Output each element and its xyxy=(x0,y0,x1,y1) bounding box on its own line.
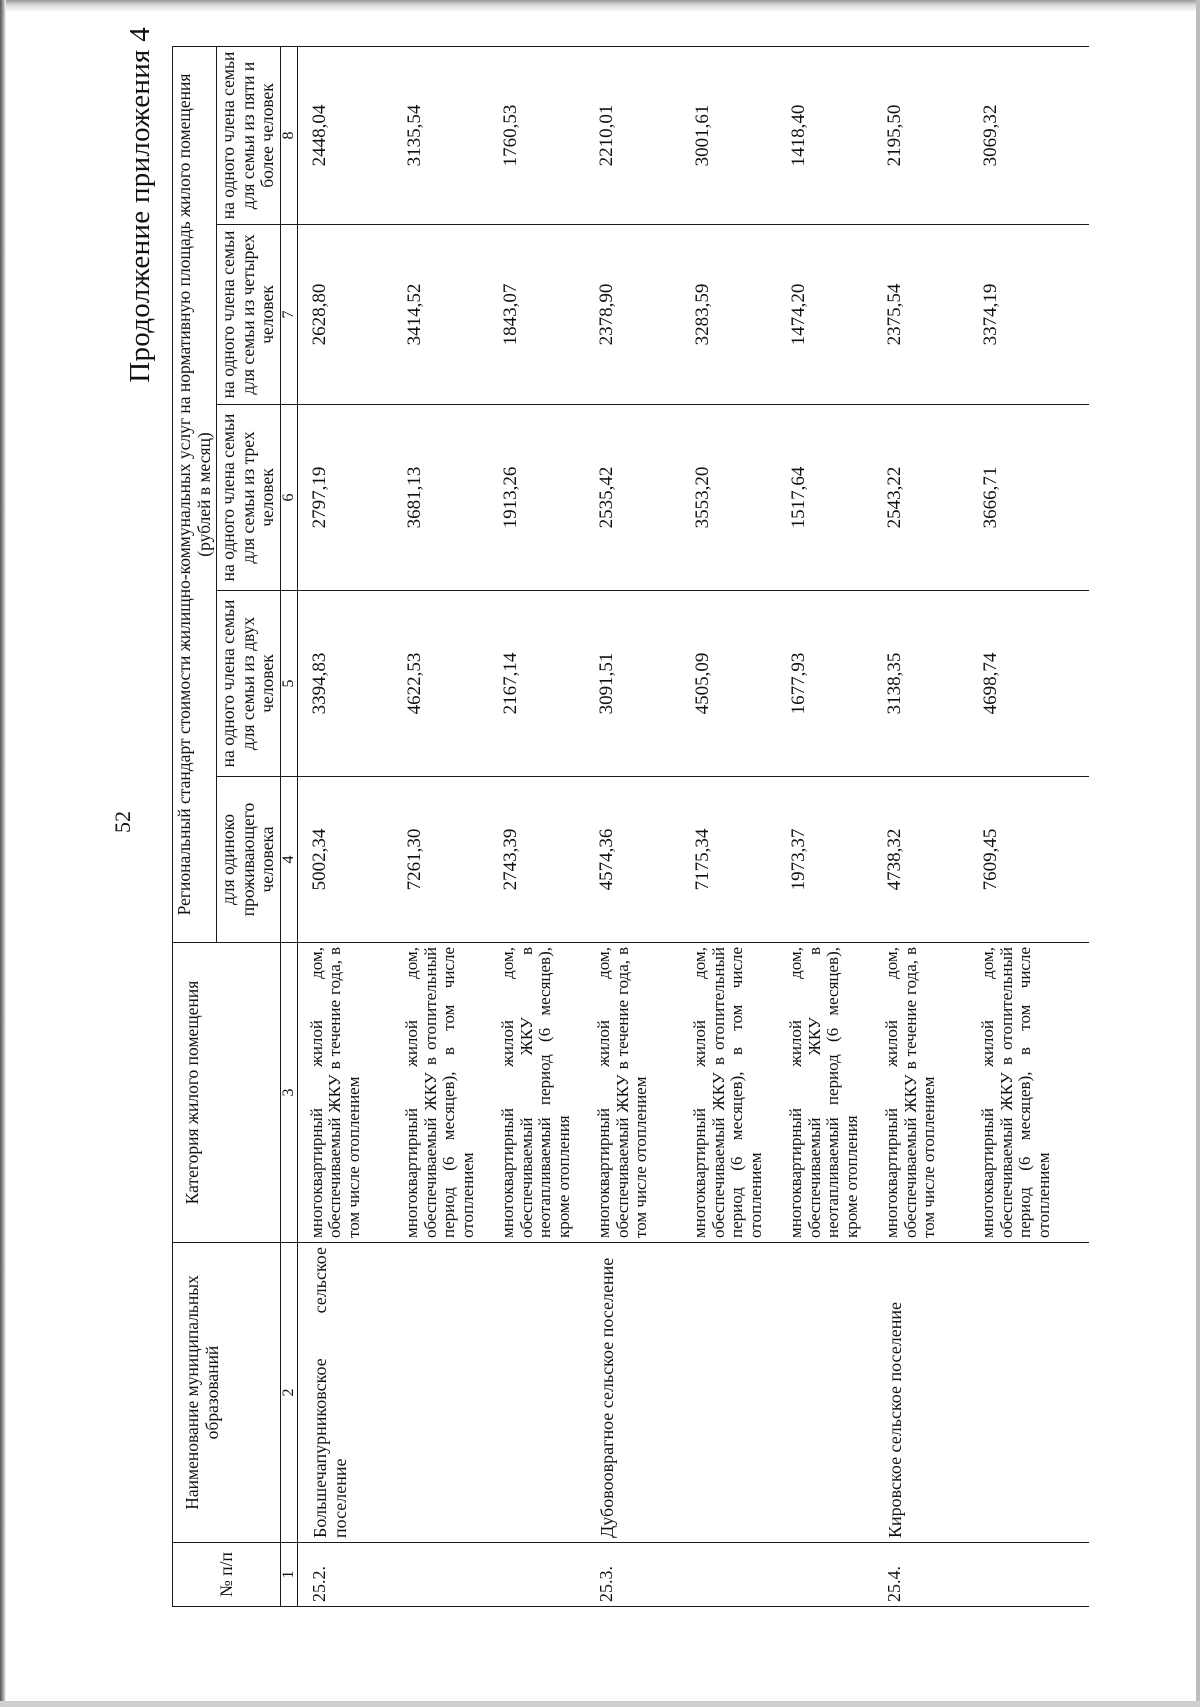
table-row xyxy=(393,46,489,1606)
table-row xyxy=(969,46,1089,1606)
municipality-name xyxy=(681,1243,777,1543)
standard-value: 2167,14 xyxy=(489,591,585,777)
header-standard-group: Региональный стандарт стоимости жилищно-коммунальных услуг на нормативную площадь жилого помещения (рублей в месяц) xyxy=(173,46,217,942)
standard-value: 2797,19 xyxy=(297,405,393,591)
row-number xyxy=(681,1543,777,1607)
column-number: 7 xyxy=(280,225,297,405)
standard-value: 3374,19 xyxy=(969,225,1089,405)
header-municipality: Наименование муниципальных образований xyxy=(173,1243,281,1543)
standard-value: 3069,32 xyxy=(969,46,1089,224)
standard-value: 2628,80 xyxy=(297,225,393,405)
table-body xyxy=(297,46,1089,1606)
municipality-name: Большечапурниковское сельское поселение xyxy=(297,1243,393,1543)
standard-value: 3001,61 xyxy=(681,46,777,224)
tariff-table xyxy=(172,46,1089,1607)
standard-value: 4698,74 xyxy=(969,591,1089,777)
standard-value: 3138,35 xyxy=(873,591,969,777)
table-header xyxy=(173,46,298,1606)
standard-value: 2535,42 xyxy=(585,405,681,591)
housing-category: многоквартирный жилой дом, обеспечиваемый ЖКУ в течение года, в том числе отоплением xyxy=(873,943,969,1243)
header-single-person: для одиноко проживающего человека xyxy=(217,777,281,943)
standard-value: 2378,90 xyxy=(585,225,681,405)
standard-value: 3666,71 xyxy=(969,405,1089,591)
standard-value: 1677,93 xyxy=(777,591,873,777)
column-number: 8 xyxy=(280,46,297,224)
standard-value: 4505,09 xyxy=(681,591,777,777)
header-four-person: на одного члена семьи для семьи из четырех человек xyxy=(217,225,281,405)
standard-value: 1517,64 xyxy=(777,405,873,591)
standard-value: 1760,53 xyxy=(489,46,585,224)
column-number-row xyxy=(280,46,297,1606)
table-row xyxy=(297,46,393,1606)
standard-value: 5002,34 xyxy=(297,777,393,943)
housing-category: многоквартирный жилой дом, обеспечиваемый ЖКУ в отопительный период (6 месяцев), в том числе отоплением xyxy=(393,943,489,1243)
row-number: 25.2. xyxy=(297,1543,393,1607)
column-number: 5 xyxy=(280,591,297,777)
standard-value: 3091,51 xyxy=(585,591,681,777)
table-row xyxy=(585,46,681,1606)
standard-value: 3414,52 xyxy=(393,225,489,405)
column-number: 3 xyxy=(280,943,297,1243)
municipality-name xyxy=(969,1243,1089,1543)
standard-value: 1843,07 xyxy=(489,225,585,405)
column-number: 1 xyxy=(280,1543,297,1607)
standard-value: 1973,37 xyxy=(777,777,873,943)
standard-value: 3394,83 xyxy=(297,591,393,777)
housing-category: многоквартирный жилой дом, обеспечиваемый ЖКУ в течение года, в том числе отоплением xyxy=(585,943,681,1243)
row-number xyxy=(777,1543,873,1607)
municipality-name xyxy=(393,1243,489,1543)
page-number: 52 xyxy=(110,811,135,833)
standard-value: 7609,45 xyxy=(969,777,1089,943)
housing-category: многоквартирный жилой дом, обеспечиваемый ЖКУ в отопительный период (6 месяцев), в том числе отоплением xyxy=(681,943,777,1243)
standard-value: 2448,04 xyxy=(297,46,393,224)
row-number: 25.3. xyxy=(585,1543,681,1607)
standard-value: 3681,13 xyxy=(393,405,489,591)
standard-value: 3135,54 xyxy=(393,46,489,224)
standard-value: 3553,20 xyxy=(681,405,777,591)
row-number xyxy=(969,1543,1089,1607)
row-number xyxy=(489,1543,585,1607)
housing-category: многоквартирный жилой дом, обеспечиваемый ЖКУ в неотапливаемый период (6 месяцев), кроме отопления xyxy=(777,943,873,1243)
table-row xyxy=(777,46,873,1606)
header-row-number: № п/п xyxy=(173,1543,281,1607)
municipality-name xyxy=(777,1243,873,1543)
standard-value: 4574,36 xyxy=(585,777,681,943)
column-number: 2 xyxy=(280,1243,297,1543)
municipality-name: Дубовооврагное сельское поселение xyxy=(585,1243,681,1543)
housing-category: многоквартирный жилой дом, обеспечиваемый ЖКУ в течение года, в том числе отоплением xyxy=(297,943,393,1243)
standard-value: 2195,50 xyxy=(873,46,969,224)
header-two-person: на одного члена семьи для семьи из двух человек xyxy=(217,591,281,777)
standard-value: 7175,34 xyxy=(681,777,777,943)
standard-value: 2743,39 xyxy=(489,777,585,943)
column-number: 6 xyxy=(280,405,297,591)
row-number xyxy=(393,1543,489,1607)
standard-value: 7261,30 xyxy=(393,777,489,943)
standard-value: 4738,32 xyxy=(873,777,969,943)
header-five-plus-person: на одного члена семьи для семьи из пяти и более человек xyxy=(217,46,281,224)
municipality-name: Кировское сельское поселение xyxy=(873,1243,969,1543)
standard-value: 2375,54 xyxy=(873,225,969,405)
standard-value: 1913,26 xyxy=(489,405,585,591)
standard-value: 2210,01 xyxy=(585,46,681,224)
header-three-person: на одного члена семьи для семьи из трех человек xyxy=(217,405,281,591)
header-category: Категория жилого помещения xyxy=(173,943,281,1243)
standard-value: 2543,22 xyxy=(873,405,969,591)
housing-category: многоквартирный жилой дом, обеспечиваемый ЖКУ в отопительный период (6 месяцев), в том числе отоплением xyxy=(969,943,1089,1243)
row-number: 25.4. xyxy=(873,1543,969,1607)
standard-value: 1474,20 xyxy=(777,225,873,405)
table-row xyxy=(489,46,585,1606)
table-row xyxy=(681,46,777,1606)
housing-category: многоквартирный жилой дом, обеспечиваемый ЖКУ в неотапливаемый период (6 месяцев), кроме отопления xyxy=(489,943,585,1243)
column-number: 4 xyxy=(280,777,297,943)
standard-value: 1418,40 xyxy=(777,46,873,224)
municipality-name xyxy=(489,1243,585,1543)
standard-value: 4622,53 xyxy=(393,591,489,777)
table-row xyxy=(873,46,969,1606)
appendix-caption: Продолжение приложения 4 xyxy=(124,27,156,383)
standard-value: 3283,59 xyxy=(681,225,777,405)
